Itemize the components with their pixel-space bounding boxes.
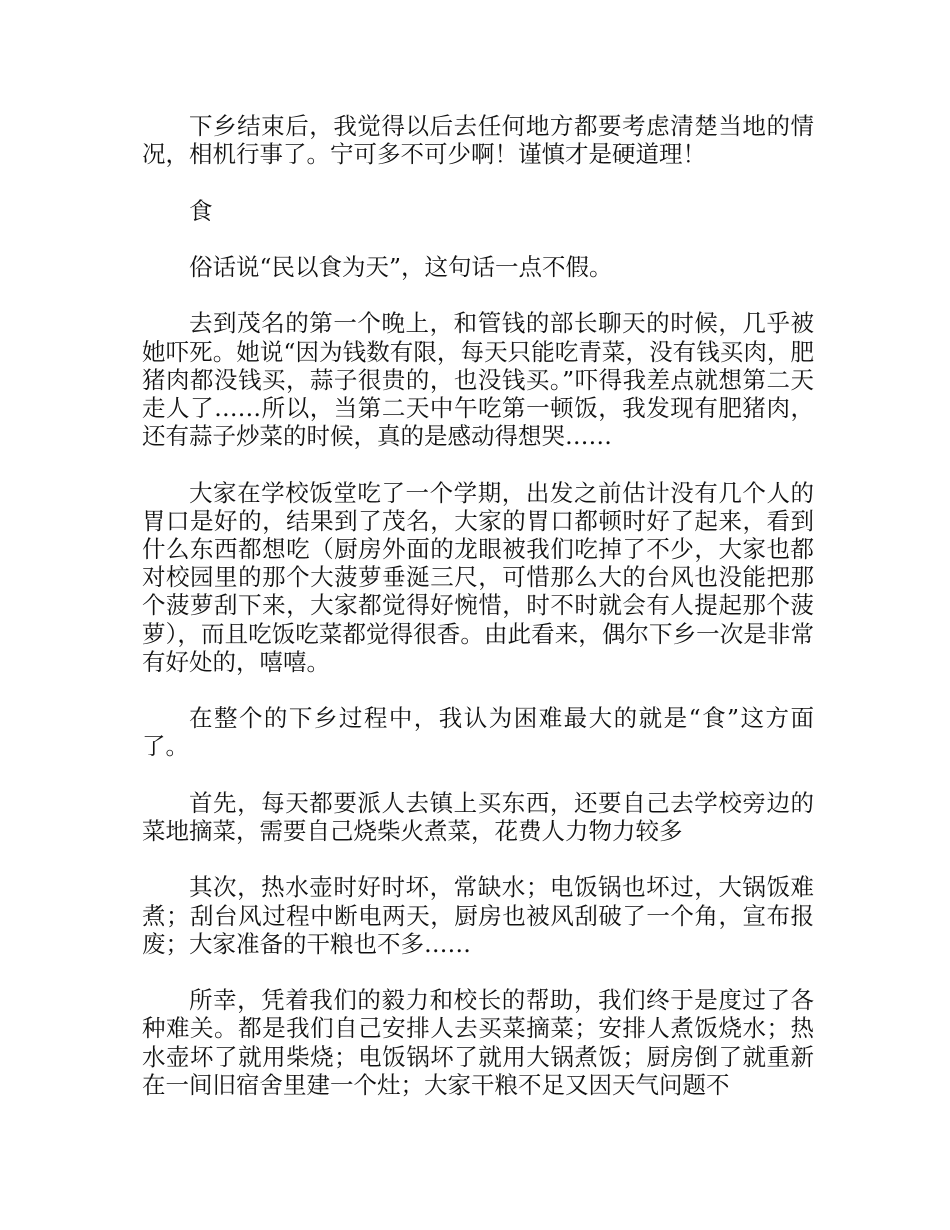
paragraph-second-problem: 其次，热水壶时好时坏，常缺水；电饭锅也坏过，大锅饭难煮；刮台风过程中断电两天，厨房也被风刮破了一个角，宣布报废；大家准备的干粮也不多…… <box>142 873 814 958</box>
paragraph-proverb: 俗话说“民以食为天”，这句话一点不假。 <box>189 252 613 281</box>
paragraph-first-night: 去到茂名的第一个晚上，和管钱的部长聊天的时候，几乎被她吓死。她说“因为钱数有限，每天只能吃青菜，没有钱买肉，肥猪肉都没钱买，蒜子很贵的，也没钱买。”吓得我差点就想第二天走人了……所以，当第二天中午吃第一顿饭，我发现有肥猪肉，还有蒜子炒菜的时候，真的是感动得想哭…… <box>142 309 814 451</box>
paragraph-overcoming: 所幸，凭着我们的毅力和校长的帮助，我们终于是度过了各种难关。都是我们自己安排人去买菜摘菜；安排人煮饭烧水；热水壶坏了就用柴烧；电饭锅坏了就用大锅煮饭；厨房倒了就重新在一间旧宿舍里建一个灶；大家干粮不足又因天气问题不 <box>142 986 814 1099</box>
section-heading-food: 食 <box>189 196 213 225</box>
paragraph-first-problem: 首先，每天都要派人去镇上买东西，还要自己去学校旁边的菜地摘菜，需要自己烧柴火煮菜，花费人力物力较多 <box>142 788 814 845</box>
paragraph-appetite: 大家在学校饭堂吃了一个学期，出发之前估计没有几个人的胃口是好的，结果到了茂名，大家的胃口都顿时好了起来，看到什么东西都想吃（厨房外面的龙眼被我们吃掉了不少，大家也都对校园里的那个大菠萝垂涎三尺，可惜那么大的台风也没能把那个菠萝刮下来，大家都觉得好惋惜，时不时就会有人提起那个菠萝），而且吃饭吃菜都觉得很香。由此看来，偶尔下乡一次是非常有好处的，嘻嘻。 <box>142 478 814 676</box>
paragraph-conclusion: 下乡结束后，我觉得以后去任何地方都要考虑清楚当地的情况，相机行事了。宁可多不可少啊！谨慎才是硬道理！ <box>142 112 814 169</box>
paragraph-biggest-difficulty: 在整个的下乡过程中，我认为困难最大的就是“食”这方面了。 <box>142 704 814 761</box>
document-page <box>142 112 814 1127</box>
